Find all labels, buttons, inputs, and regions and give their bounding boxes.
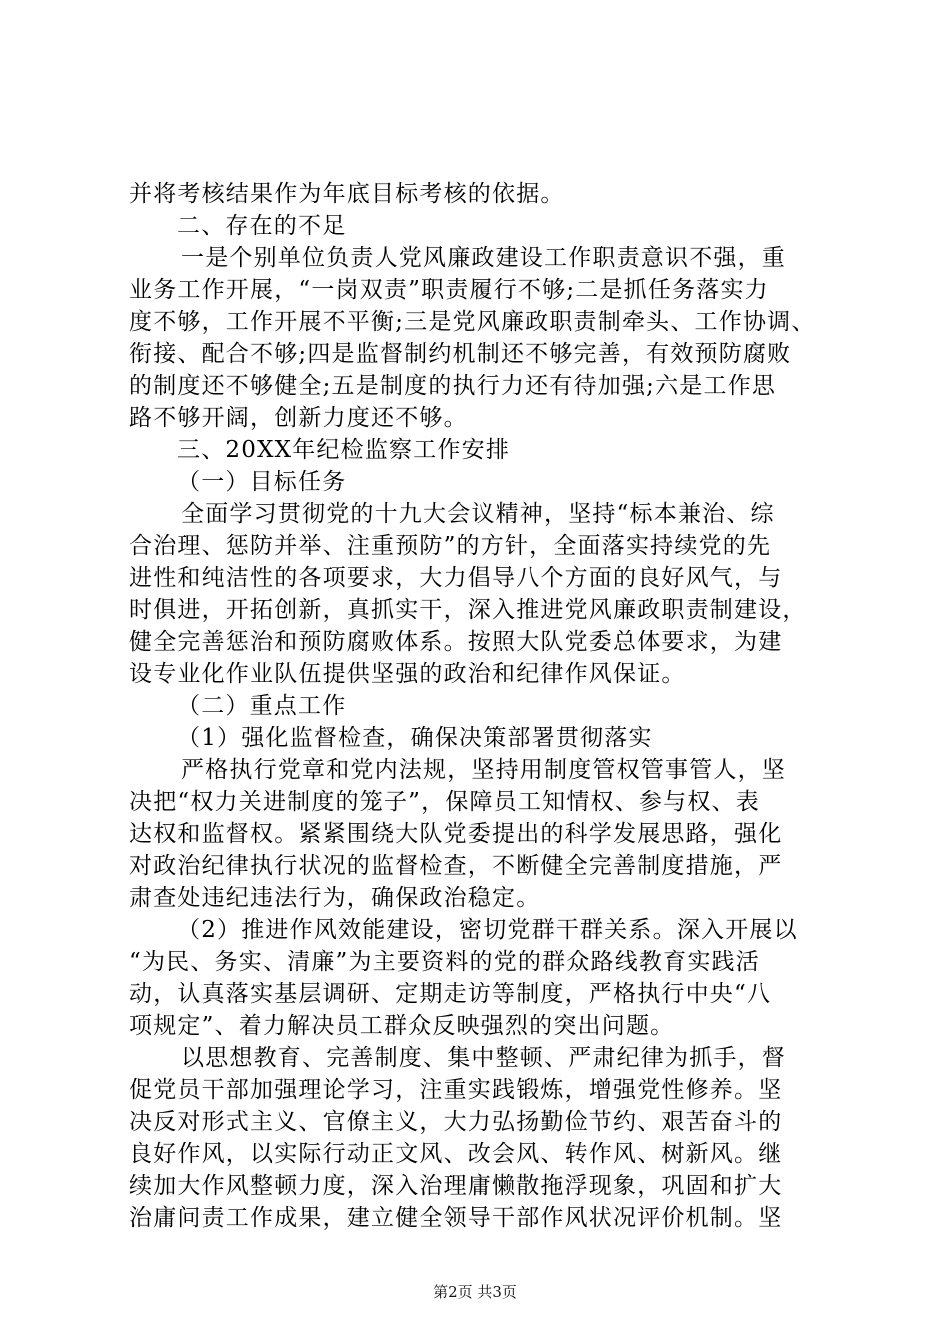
item-heading-2: （2）推进作风效能建设，密切党群干群关系。深入开展以 — [177, 917, 798, 943]
item-heading-1: （1）强化监督检查，确保决策部署贯彻落实 — [177, 725, 653, 751]
text-line: 衔接、配合不够;四是监督制约机制还不够完善，有效预防腐败 — [129, 341, 792, 367]
text-line: 的制度还不够健全;五是制度的执行力还有待加强;六是工作思 — [129, 373, 777, 399]
text-line: 时俱进，开拓创新，真抓实干，深入推进党风廉政职责制建设， — [129, 597, 807, 623]
text-line: 续加大作风整顿力度，深入治理庸懒散拖浮现象，巩固和扩大 — [129, 1173, 783, 1199]
text-line: 治庸问责工作成果，建立健全领导干部作风状况评价机制。坚 — [129, 1205, 783, 1231]
subsection-heading-goals: （一）目标任务 — [177, 469, 347, 495]
text-line: 进性和纯洁性的各项要求，大力倡导八个方面的良好风气，与 — [129, 565, 783, 591]
text-line: “为民、务实、清廉”为主要资料的党的群众路线教育实践活 — [129, 949, 760, 975]
text-line: 决把“权力关进制度的笼子”，保障员工知情权、参与权、表 — [129, 789, 760, 815]
text-line: 一是个别单位负责人党风廉政建设工作职责意识不强，重 — [181, 245, 786, 271]
text-line: 健全完善惩治和预防腐败体系。按照大队党委总体要求，为建 — [129, 629, 783, 655]
page-number-footer: 第2页 共3页 — [433, 1283, 517, 1301]
text-line: 对政治纪律执行状况的监督检查，不断健全完善制度措施，严 — [129, 853, 783, 879]
text-line: 达权和监督权。紧紧围绕大队党委提出的科学发展思路，强化 — [129, 821, 783, 847]
text-line: 并将考核结果作为年底目标考核的依据。 — [129, 181, 565, 207]
text-line: 项规定”、着力解决员工群众反映强烈的突出问题。 — [129, 1013, 675, 1039]
text-line: 动，认真落实基层调研、定期走访等制度，严格执行中央“八 — [129, 981, 772, 1007]
text-line: 肃查处违纪违法行为，确保政治稳定。 — [129, 885, 541, 911]
text-line: 路不够开阔，创新力度还不够。 — [129, 405, 468, 431]
text-line: 决反对形式主义、官僚主义，大力弘扬勤俭节约、艰苦奋斗的 — [129, 1109, 783, 1135]
section-heading-shortcomings: 二、存在的不足 — [177, 213, 347, 239]
text-line: 严格执行党章和党内法规，坚持用制度管权管事管人，坚 — [181, 757, 786, 783]
section-heading-plan: 三、20XX年纪检监察工作安排 — [177, 437, 511, 463]
text-line: 以思想教育、完善制度、集中整顿、严肃纪律为抓手，督 — [181, 1045, 786, 1071]
text-line: 良好作风，以实际行动正文风、改会风、转作风、树新风。继 — [129, 1141, 783, 1167]
text-line: 度不够，工作开展不平衡;三是党风廉政职责制牵头、工作协调、 — [129, 309, 816, 335]
text-line: 合治理、惩防并举、注重预防”的方针，全面落实持续党的先 — [129, 533, 772, 559]
text-line: 全面学习贯彻党的十九大会议精神，坚持“标本兼治、综 — [181, 501, 775, 527]
text-line: 设专业化作业队伍提供坚强的政治和纪律作风保证。 — [129, 661, 686, 687]
text-line: 业务工作开展，“一岗双责”职责履行不够;二是抓任务落实力 — [129, 277, 769, 303]
text-line: 促党员干部加强理论学习，注重实践锻炼，增强党性修养。坚 — [129, 1077, 783, 1103]
subsection-heading-key-work: （二）重点工作 — [177, 693, 347, 719]
